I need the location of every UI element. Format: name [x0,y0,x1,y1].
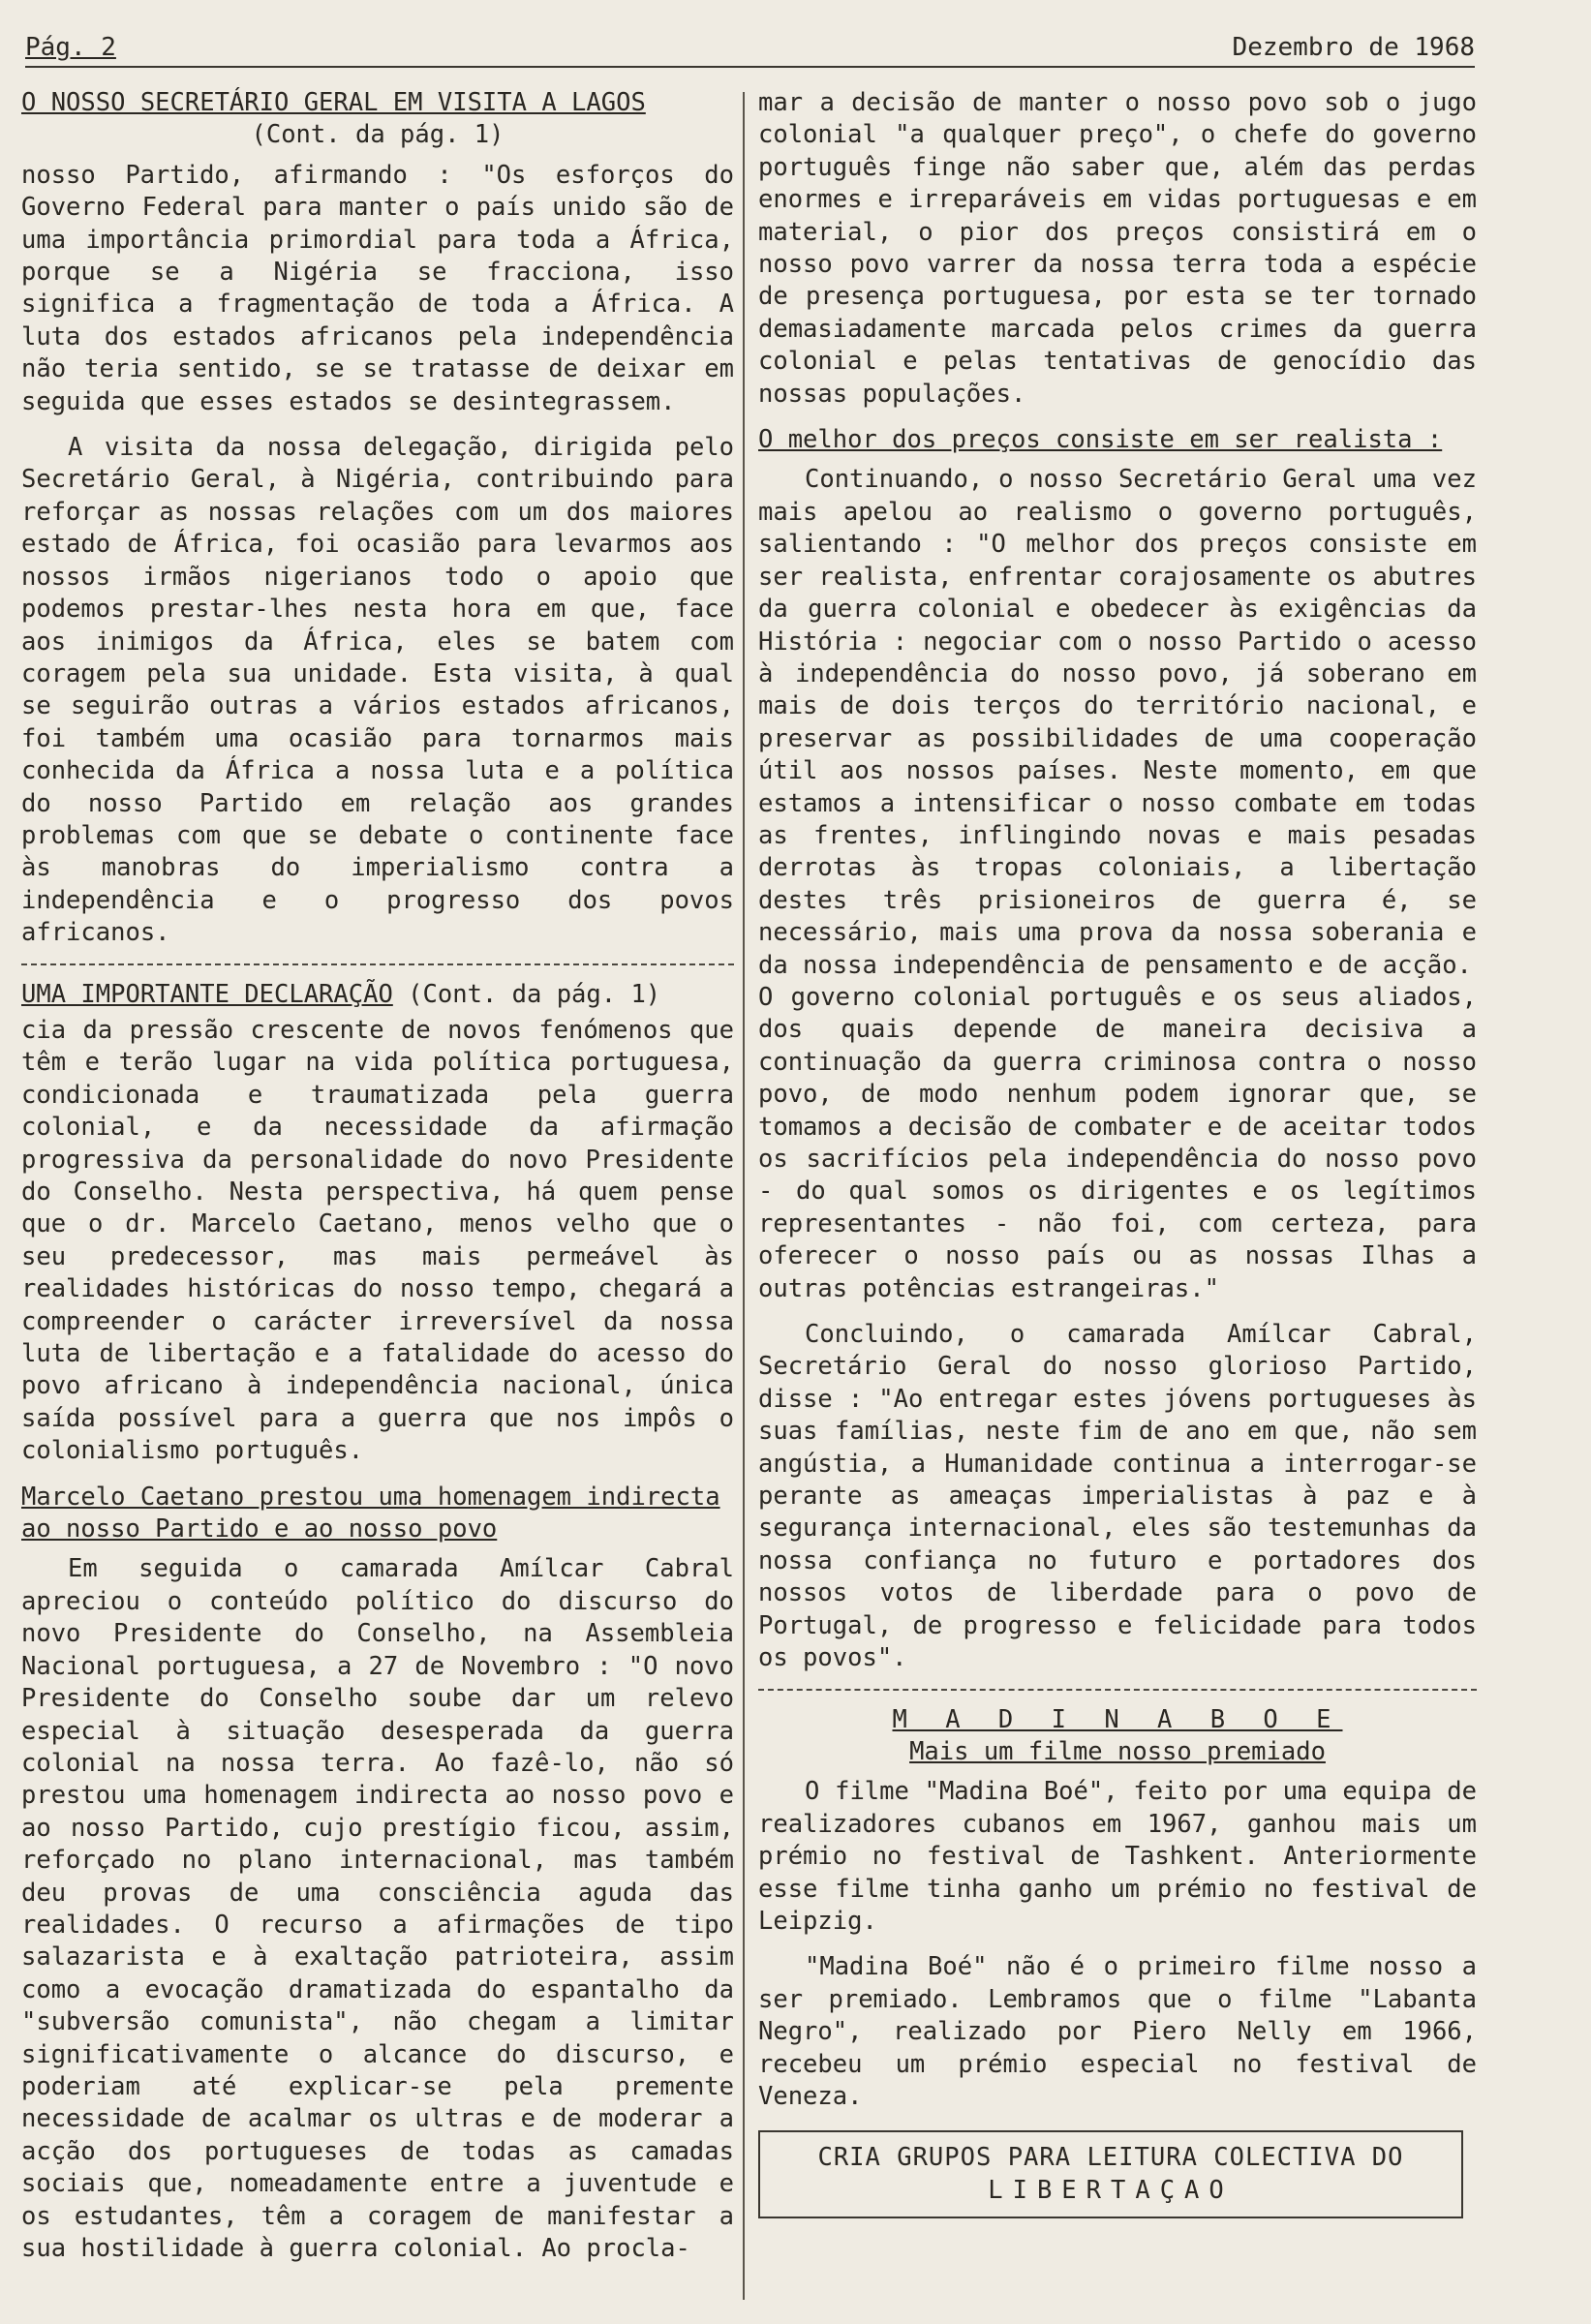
column-divider [743,92,745,2300]
paragraph: O governo colonial português e os seus aliados, dos quais depende de maneira decisiva a continuação da guerra criminosa contra o nosso povo, de modo nenhum podem ignorar que, se tomamos a decisão de combater e de aceitar todos os sacrifícios pela independência do nosso povo - do qual somos os dirigentes e os legítimos representantes - não foi, com certeza, para oferecer o nosso país ou as nossas Ilhas a outras potências estrangeiras." [758,982,1477,1303]
callout-line: LIBERTAÇAO [988,2175,1234,2205]
section-divider [21,963,734,965]
continuation-note: (Cont. da pág. 1) [251,120,505,150]
paragraph: Concluindo, o camarada Amílcar Cabral, Secretário Geral do nosso glorioso Partido, disse : "Ao entregar estes jóvens portugueses às suas famílias, neste fim de ano em que, não sem angústia, a Humanidade continua a interrogar-se perante as ameaças imperialistas à paz e à segurança internacional, eles são testemunhas da nossa confiança no futuro e portadores dos nossos votos de liberdade para o povo de Portugal, de progresso e felicidade para todos os povos". [758,1320,1477,1673]
right-column [758,87,1477,2285]
paragraph: nosso Partido, afirmando : "Os esforços do Governo Federal para manter o país unido são de uma importância primordial para toda a África, porque se a Nigéria se fracciona, isso significa a fragmentação de toda a África. A luta dos estados africanos pela independência não teria sentido, se se tratasse de deixar em seguida que esses estados se desintegrassem. [21,160,734,416]
callout-box [758,2130,1463,2218]
article-title-lagos: O NOSSO SECRETÁRIO GERAL EM VISITA A LAGOS [21,88,646,117]
paragraph: A visita da nossa delegação, dirigida pelo Secretário Geral, à Nigéria, contribuindo para reforçar as nossas relações com um dos maiores estado de África, foi ocasião para levarmos aos nossos irmãos nigerianos todo o apoio que podemos prestar-lhes nesta hora em que, face aos inimigos da África, eles se batem com coragem pela sua unidade. Esta visita, à qual se seguirão outras a vários estados africanos, foi também uma ocasião para tornarmos mais conhecida da África a nossa luta e a política do nosso Partido em relação aos grandes problemas com que se debate o continente face às manobras do imperialismo contra a independência e o progresso dos povos africanos. [21,433,734,948]
page-number: Pág. 2 [25,33,116,62]
paragraph: "Madina Boé" não é o primeiro filme nosso a ser premiado. Lembramos que o filme "Labanta Negro", realizado por Piero Nelly em 1966, recebeu um prémio especial no festival de Veneza. [758,1952,1477,2111]
paragraph: Continuando, o nosso Secretário Geral uma vez mais apelou ao realismo o governo português, salientando : "O melhor dos preços consiste em ser realista, enfrentar corajosamente os abutres da guerra colonial e obedecer às exigências da História : negociar com o nosso Partido o acesso à independência do nosso povo, já soberano em mais de dois terços do território nacional, e preservar as possibilidades de uma cooperação útil aos nossos países. Neste momento, em que estamos a intensificar o nosso combate em todas as frentes, inflingindo novas e mais pesadas derrotas às tropas coloniais, a libertação destes três prisioneiros de guerra é, se necessário, mais uma prova da nossa soberania e da nossa independência de pensamento e de acção. [758,465,1477,980]
article-subtitle: Mais um filme nosso premiado [909,1736,1326,1766]
article-title-declaracao: UMA IMPORTANTE DECLARAÇÃO [21,979,393,1009]
callout-line: CRIA GRUPOS PARA LEITURA COLECTIVA DO [817,2143,1404,2173]
continuation-note: (Cont. da pág. 1) [392,979,661,1009]
subheading-realista: O melhor dos preços consiste em ser realista : [758,425,1443,455]
section-divider [758,1689,1477,1691]
article-title-madina-boe: M A D I N A B O E [892,1704,1343,1734]
paragraph: cia da pressão crescente de novos fenómenos que têm e terão lugar na vida política portuguesa, condicionada e traumatizada pela guerra colonial, e da necessidade da afirmação progressiva da personalidade do novo Presidente do Conselho. Nesta perspectiva, há quem pense que o dr. Marcelo Caetano, menos velho que o seu predecessor, mas mais permeável às realidades históricas do nosso tempo, chegará a compreender o carácter irreversível da nossa luta de libertação e a fatalidade do acesso do povo africano à independência nacional, única saída possível para a guerra que nos impôs o colonialismo português. [21,1015,734,1466]
subheading-caetano: Marcelo Caetano prestou uma homenagem indirecta ao nosso Partido e ao nosso povo [21,1482,720,1544]
page-header [25,27,1475,68]
article-heading-declaracao [21,979,734,1011]
issue-date: Dezembro de 1968 [1232,33,1475,62]
paragraph: Em seguida o camarada Amílcar Cabral apreciou o conteúdo político do discurso do novo Presidente do Conselho, na Assembleia Nacional portuguesa, a 27 de Novembro : "O novo Presidente do Conselho soube dar um relevo especial à situação desesperada da guerra colonial na nossa terra. Ao fazê-lo, não só prestou uma homenagem indirecta ao nosso povo e ao nosso Partido, cujo prestígio ficou, assim, reforçado no plano internacional, mas também deu provas de uma consciência aguda das realidades. O recurso a afirmações de tipo salazarista e à exaltação patrioteira, assim como a evocação dramatizada do espantalho da "subversão comunista", não chegam a limitar significativamente o alcance do discurso, e poderiam até explicar-se pela premente necessidade de acalmar os ultras e de moderar a acção dos portugueses de todas as camadas sociais que, nomeadamente entre a juventude e os estudantes, têm a coragem de manifestar a sua hostilidade à guerra colonial. Ao procla- [21,1554,734,2263]
left-column [21,87,734,2285]
paragraph: mar a decisão de manter o nosso povo sob o jugo colonial "a qualquer preço", o chefe do governo português finge não saber que, além das perdas enormes e irreparáveis em vidas portuguesas e em material, o pior dos preços consistirá em o nosso povo varrer da nossa terra toda a espécie de presença portuguesa, por esta se ter tornado demasiadamente marcada pelos crimes da guerra colonial e pelas tentativas de genocídio das nossas populações. [758,88,1477,409]
paragraph: O filme "Madina Boé", feito por uma equipa de realizadores cubanos em 1967, ganhou mais um prémio no festival de Tashkent. Anteriormente esse filme tinha ganho um prémio no festival de Leipzig. [758,1777,1477,1936]
